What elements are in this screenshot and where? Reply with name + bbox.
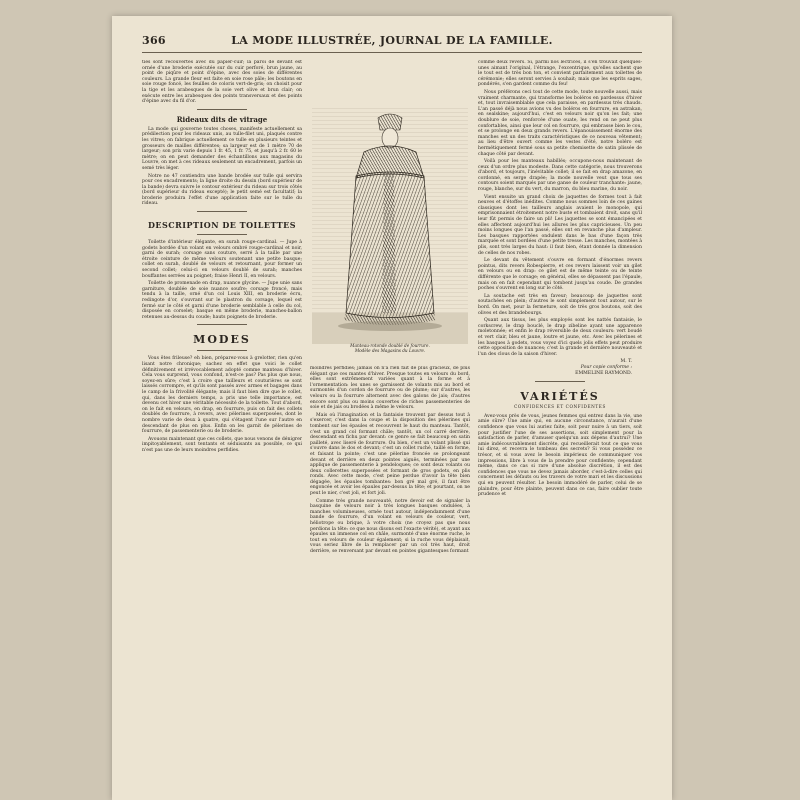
paragraph: Notre no 47 contiendra une bande brodée sur tulle qui servira pour ces encadrements; la ligne droite du dessin (bord supérieur de la bande) devra suivre le contour extérieur du rideau sur trois côtés (bord supérieur du rideau excepté); le petit semé est facultatif; la broderie produira l'effet d'une application faite sur le tulle du rideau. [142,173,302,207]
paragraph: Nous préférons ceci tout de cette mode, toute nouvelle aussi, mais vraiment charmante, qui transforme les boléros en pardessus d'hiver et, tout invraisemblable que cela paraisse, en pardessus très chauds. L'an passé déjà nous avions vu des boléros en fourrure, en astrakan, en sealskine; aujourd'hui, c'est en velours noir qu'on les fait; une doublure de soie, renforcée d'une ouate, les rend on ne peut plus confortables, ainsi que leur col en fourrure, qui embrasse bien le cou, et se prolonge en deux grands revers. L'épanouissement énorme des manches est un des traits caractéristiques de ce nouveau vêtement; au lieu d'être ouvert comme les vestes d'été, notre boléro est hermétiquement fermé sous sa petite chemisette de satin plissée de chaque côté par devant. [478,89,642,157]
paragraph: Mais où l'imagination et la fantaisie trouvent par dessus tout à s'exercer, c'est dans la coupe et la disposition des pèlerines qui tombent sur les épaules et recouvrent le haut du manteau. Tantôt, c'est un grand col formant châle; tantôt, un col carré derrière, descendant en fichu par devant: ce genre se fait beaucoup en satin pailleté, avec liseré de fourrure. Ou bien, c'est un volant plissé qui s'ouvre dans le dos et devant; c'est un collet ruché, taillé en forme, et faisant la pointe; c'est une pèlerine froncée se prolongeant devant et derrière en deux pointes aiguës, terminées par une applique de passementerie à pendeloques; ce sont deux volants ou deux collerettes superposées et formant de gros godets, en plis ronds. Avec cette mode, c'est peine perdue d'avoir la tête bien dégagée, les épaules tombantes: bon gré mal gré, il faut être engoncée et avoir les épaules par-dessus la tête; et pourtant, on ne peut le nier, c'est joli, et fort joli. [310,412,470,497]
paragraph: moindres perfidies; jamais on n'a rien fait de plus gracieux, de plus élégant que ces mantes d'hiver. Presque toutes en velours du bord, elles sont extrêmement variées quant à la forme et à l'ornementation: les unes se garnissent de volants mis au bord et surmontés d'un cordon de fourrure ou de plume; sur d'autres, les velours ou la fourrure alternent avec des galons de jais; d'autres encore sont plus ou moins couvertes de riches passementeries de soie et de jais ou brodées à même le velours. [310,366,470,411]
section-title-modes: MODES [193,333,251,347]
page-header [142,34,642,50]
paragraph: Le devant du vêtement s'ouvre en formant d'énormes revers pointus, dits revers Robespierre, et ces revers laissent voir un gilet en velours ou en drap: ce gilet est de même teinte ou de teinte différente que le corsage; en général, elles se dépassent pas l'épaule, mais on en fait cependant qui tombent jusqu'au coude. De grandes poches s'ouvrent en long sur le côté. [478,258,642,292]
engraving-illustration [312,108,468,344]
section-title-rideaux: Rideaux dits de vitrage [176,114,268,124]
divider [197,109,247,110]
paragraph: Vous êtes frileuse? eh bien, préparez-vous à grelotter, rien qu'en lisant notre chronique; sachez en effet que voici le collet définitivement et irrévocablement adopté comme manteau d'hiver. Cela vous surprend, vous confond, n'est-ce pas? Pas plus que nous, soyez-en sûre; c'est à croire que tailleurs et couturières se sont laissés corrompre, et qu'ils sont passés avec armes et bagages dans le camp de la frivolité élégante; mais il faut bien dire que le collet, qui, dans les derniers temps, a pris une telle importance, est devenu cet hiver une véritable nécessité de la toilette. Tout d'abord, on le fait en velours, en drap, en fourrure, puis on fait des collets doublés de fourrure, à revers, avec pèlerines superposées, dont le nombre varie de deux à quatre, qui s'étagent l'une sur l'autre en descendant de plus en plus. Enfin on les garnit de pèlerines de fourrure, de passementerie ou de broderie. [142,356,302,435]
figure-caption [312,343,468,353]
signature-line: Pour copie conforme : [580,365,632,371]
column-middle [310,366,470,782]
fashion-engraving [312,108,468,352]
header-rule [142,52,642,53]
column-right [478,60,642,782]
section-title-toilettes: DESCRIPTION DE TOILETTES [147,220,297,231]
paragraph: Avouons maintenant que ces collets, que nous venons de dénigrer impitoyablement, sont tentants et séduisants au possible, ce qui n'est pas une de leurs moindres perfidies. [142,436,302,453]
journal-title: LA MODE ILLUSTRÉE, JOURNAL DE LA FAMILLE. [231,34,553,47]
journal-page [112,16,672,800]
paragraph: Comme très grande nouveauté, notre devoir est de signaler la basquine de velours noir à très longues basques ondulées, à manches volumineuses, ornée tout autour, indépendamment d'une bande de fourrure, d'un volant en velours de couleur, vert, héliotrope ou brique, à votre choix (ne croyez pas que nous perdions la tête: ce que nous disons est l'exacte vérité), et ayant aux épaules un immense col en châle, surmonté d'une énorme ruche, le tout en velours de couleur également; si la ruche vous déplaisait, vous seriez libre de la remplacer par un col très haut, droit derrière, se renversant par devant en pointes gigantesques formant [310,498,470,554]
paragraph: La mode qui gouverne toutes choses, manifeste actuellement sa prédilection pour les rideaux unis, au tulle-filet uni, plaqués contre les vitres; on fabrique actuellement ce tulle en plusieurs teintes et grosseurs de mailles différentes; sa largeur est de 1 mètre 70 de largeur; son prix varie depuis 1 fr. 45, 1 fr. 75, et jusqu'à 2 fr. 60 le mètre; on en peut demander des échantillons aux magasins du Louvre, on met à ces rideaux seulement un encadrement, parfois un semé très léger. [142,126,302,171]
caption-credit: Modèle des Magasins du Louvre. [354,348,426,353]
column-left [142,60,302,782]
divider [197,211,247,212]
signature-initials: M. T. [620,359,632,365]
paragraph: Toilette de promenade en drap, nuance glycine. — Jupe unie sans garniture, doublée de soie nuance soufre; corsage froncé, mais tendu à la taille, orné d'un col Louis XIII, en broderie écru, redingote d'or, s'ouvrant sur le plastron du corsage, lequel est fermé sur le côté et garni d'une broderie semblable à celle du col, disposée en corselet; basque en même broderie, manches-ballon retenues au-dessus du coude; hauts poignets de broderie. [142,281,302,320]
divider [197,234,247,235]
section-subtitle: CONFIDENCES ET CONFIDENTES [514,404,606,410]
intro-paragraph: ties sont recouvertes avec du papier-cuir; la paroi de devant est ornée d'une broderie exécutée sur du cuir perforé, brun jaune, au point de piqûre et point d'épine, avec des soies de différentes couleurs. La grande fleur est faite en soie rose pâle; les boutons en soie rouge foncé, les feuilles de coloris vert-de-gris; on choisit pour la tige et les arabesques de la soie vert olive et brun clair; on exécute entre les arabesques des points transversaux et des points d'épine avec du fil d'or. [142,60,302,105]
paragraph: Avez-vous près de vous, jeunes femmes qui entrez dans la vie, une amie sûre? Une amie qui, en aucune circonstance, n'aurait d'une confidence que vous lui auriez faite, soit pour nuire à un tiers, soit pour justifier l'une de ses assertions, soit simplement pour la satisfaction de parler, d'amuser quelqu'un aux dépens d'autrui? Une amie indécouvrablement discrète, qui recueillerait tout ce que vous lui direz, et recevra le tombeau des secrets? Si vous possédez ce trésor, et si vous avez le besoin impérieux de communiquer vos impressions, libre à vous de la prendre pour confidente; cependant même, dans ce cas si rare d'une absolue discrétion, il est des confidences que vous ne devez jamais aborder, c'est-à-dire celles qui concernent les défauts ou les travers de votre mari et les discussions qui en peuvent résulter. Le besoin immodéré de parler, celui de se plaindre, pour être plainte, peuvent dans ce cas, faire oublier toute prudence et [478,413,642,498]
paragraph: Quant aux tissus, les plus employés sont les nattés fantaisie, le corkscrew, le drap bouclé, le drap zibeline ayant une apparence moletonnée; et enfin le drap réversible de deux couleurs: vert boudé et vert clair, bleu et jaune, loutre et jaune, etc. Avec les pèlerines et les basques à godets, vous voyez d'ici quels jolis effets peut produire cette opposition de nuances; c'est la grande et dernière nouveauté et l'un des clous de la saison d'hiver. [478,318,642,357]
divider [535,381,585,382]
section-title-varietes: VARIÉTÉS [520,390,600,404]
paragraph: La soutache est très en faveur; beaucoup de jaquettes sont soutachées en plein; d'autres le sont simplement tout autour, sur le bord. On met, pour la fermeture, soit de très gros boutons, soit des olives et des brandebourgs. [478,293,642,316]
signature-name: EMMELINE RAYMOND. [575,371,632,377]
divider [197,350,247,351]
paragraph: Vient ensuite un grand choix de jaquettes de formes tout à fait neuves et d'étoffes inédites. Comme nous sommes loin de ces gaines classiques dont les tailleurs anglais avaient le monopole, qui emprisonnaient étroitement notre buste et tombaient droit, sans qu'il leur fût permis de faire un pli! Les jaquettes se sont émancipées et elles affectent aujourd'hui les allures les plus capricieuses. Un peu moins longues que l'an passé, elles ont en revanche plus d'ampleur. Les basques rapportées ondulent dans le bas d'une façon très marquée et sont bordées d'une petite tresse. Les manches, montées à plis, sont très larges du haut: il faut bien, étant donnée la dimension de celles de nos robes. [478,194,642,256]
divider [197,324,247,325]
paragraph: Voilà pour les manteaux habillés; occupons-nous maintenant de ceux d'un ordre plus modeste. Dans cette catégorie, nous trouverons d'abord, et toujours, l'inévitable collet; il se fait en drap amazone, en cordonné, en serge drapée; la mode nouvelle veut que tous ses contours soient marqués par une ganse de couleur tranchante: jaune, rouge, blanche, sur du vert, du marron, du bleu marine, du noir. [478,159,642,193]
paragraph: comme deux revers. Si, parmi nos lectrices, il s'en trouvait quelques-unes aimant l'original, l'étrange, l'excentrique, qu'elles sachent que le tout est de très bon ton, et convient parfaitement aux toilettes de cérémonie; elles seront servies à souhait; mais que les esprits sages, pondérés, s'en gardent comme du feu! [478,60,642,88]
caption-title: Manteau-rotonde doublé de fourrure. [350,343,430,348]
page-number: 366 [142,34,166,47]
paragraph: Toilette d'intérieur élégante, en surah rouge-cardinal. — Jupe à godets bordée d'un volant en velours ombré rouge-cardinal et noir, garni de surah; corsage sans couture, serré à la taille par une étroite ceinture de même velours soutenant une petite basque; collet en surah, doublé de velours et retournant, pour former un second collet; celui-ci en velours doublé de surah; manches bouffantes serrées au poignet; fraise Henri II, en velours. [142,240,302,279]
